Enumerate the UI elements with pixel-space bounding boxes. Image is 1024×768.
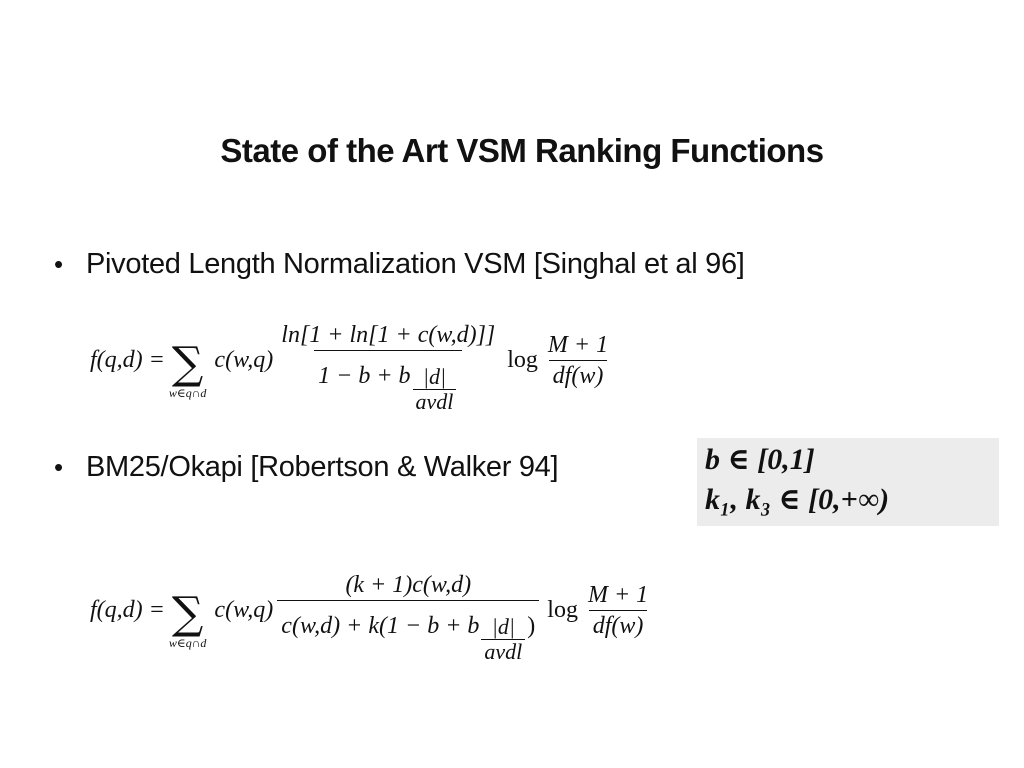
fraction-numerator: (k + 1)c(w,d)	[345, 572, 472, 598]
sum-symbol: ∑	[171, 588, 204, 639]
summation	[168, 588, 207, 650]
bullet-text: BM25/Okapi [Robertson & Walker 94]	[86, 451, 559, 483]
avg-doc-length: avdl	[481, 639, 525, 664]
avg-doc-length: avdl	[413, 389, 457, 414]
param-b-range: b ∈ [0,1]	[705, 443, 815, 476]
slide-title: State of the Art VSM Ranking Functions	[220, 132, 824, 169]
idf-fraction	[544, 330, 612, 391]
idf-denominator: df(w)	[589, 610, 648, 641]
formula-pivoted	[90, 305, 616, 415]
tf-saturation-fraction	[277, 570, 539, 664]
sum-symbol: ∑	[171, 338, 204, 389]
param-k-range: k₁, k₃ ∈ [0,+∞)	[705, 483, 890, 516]
denominator-prefix: c(w,d) + k(1 − b + b	[281, 612, 480, 639]
query-term-count: c(w,q)	[214, 596, 274, 623]
doc-length: |d|	[422, 364, 447, 389]
parameter-ranges-box	[697, 438, 999, 526]
bullet-bm25	[54, 451, 558, 484]
fraction-denominator	[314, 350, 462, 414]
query-term-count: c(w,q)	[214, 346, 274, 373]
summation	[168, 338, 207, 400]
tf-normalization-fraction	[277, 320, 499, 414]
log-operator: log	[547, 596, 578, 623]
bullet-pivoted-normalization	[54, 248, 745, 281]
bullet-dot: •	[54, 249, 63, 279]
denominator-prefix: 1 − b + b	[318, 362, 411, 389]
formula-lhs: f(q,d) =	[90, 346, 165, 373]
sum-subscript: w∈q∩d	[168, 636, 207, 650]
fraction-numerator: ln[1 + ln[1 + c(w,d)]]	[281, 322, 496, 348]
sum-subscript: w∈q∩d	[168, 386, 207, 400]
denominator-suffix: )	[527, 612, 536, 639]
bullet-dot: •	[54, 452, 63, 482]
length-ratio	[481, 615, 525, 664]
idf-fraction	[584, 580, 652, 641]
idf-denominator: df(w)	[549, 360, 608, 391]
idf-numerator: M + 1	[547, 331, 609, 358]
idf-numerator: M + 1	[587, 581, 649, 608]
doc-length: |d|	[491, 614, 515, 639]
bullet-text: Pivoted Length Normalization VSM [Singhal et al 96]	[86, 248, 745, 280]
fraction-denominator	[277, 600, 539, 664]
log-operator: log	[507, 346, 538, 373]
formula-lhs: f(q,d) =	[90, 596, 165, 623]
formula-bm25	[90, 555, 656, 665]
length-ratio	[413, 365, 457, 414]
